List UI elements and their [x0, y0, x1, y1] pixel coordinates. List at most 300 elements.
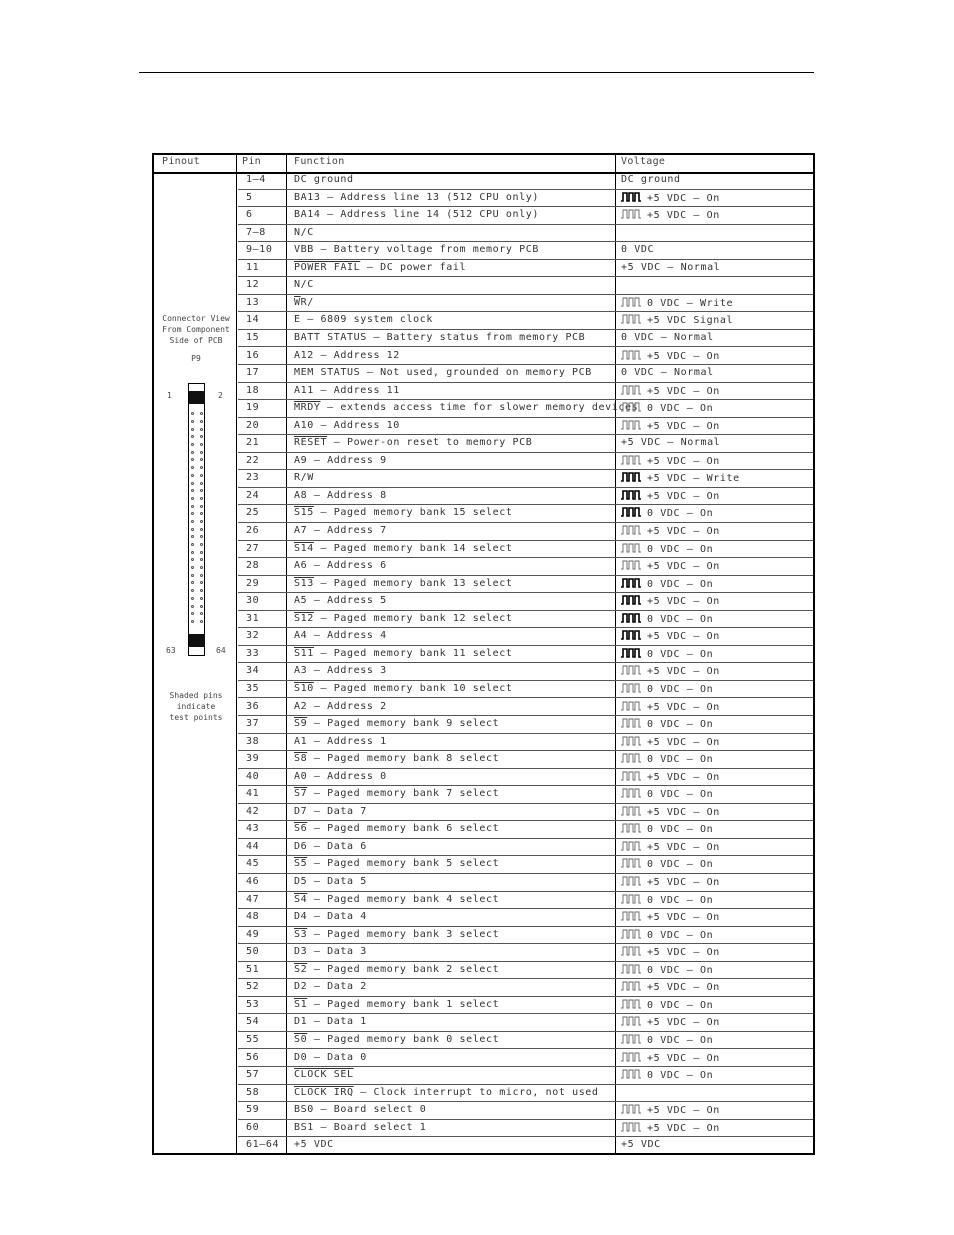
table-row — [238, 804, 813, 822]
square-wave-icon — [621, 718, 641, 728]
function-cell — [294, 1087, 599, 1098]
pin-cell: 41 — [246, 788, 260, 800]
pin-cell: 58 — [246, 1086, 260, 1098]
function-cell — [294, 701, 387, 712]
connector-pin-row — [191, 541, 203, 549]
function-cell — [294, 525, 387, 536]
connector-pin — [200, 543, 203, 546]
square-wave-icon — [621, 946, 641, 956]
table-row — [238, 892, 813, 910]
connector-pin-row — [191, 495, 203, 503]
function-cell — [294, 999, 499, 1010]
voltage-cell — [621, 1034, 713, 1046]
pin-cell: 56 — [246, 1051, 260, 1063]
voltage-text: 0 VDC – On — [647, 894, 714, 906]
table-row — [238, 576, 813, 594]
voltage-cell — [621, 385, 720, 397]
pin-cell: 39 — [246, 753, 260, 765]
connector-pin — [191, 451, 194, 454]
table-row — [238, 734, 813, 752]
function-text: A3 – Address 3 — [294, 665, 387, 677]
pin-cell: 42 — [246, 805, 260, 817]
function-text: DC ground — [294, 174, 354, 185]
table-row — [238, 365, 813, 383]
function-text: +5 VDC — [294, 1139, 334, 1151]
voltage-cell — [621, 174, 681, 185]
pin-cell: 49 — [246, 928, 260, 940]
voltage-text: +5 VDC – On — [647, 561, 720, 573]
connector-body — [188, 383, 205, 656]
function-cell — [294, 613, 513, 624]
connector-pin — [191, 435, 194, 438]
active-low-signal: S13 — [294, 577, 314, 589]
square-wave-icon — [621, 1052, 641, 1062]
function-text: – Paged memory bank 7 select — [307, 788, 500, 800]
voltage-cell — [621, 929, 713, 941]
table-row — [238, 979, 813, 997]
function-cell — [294, 718, 499, 729]
voltage-cell — [621, 648, 713, 660]
voltage-cell — [621, 543, 713, 555]
pin-cell: 27 — [246, 542, 260, 554]
square-wave-icon — [621, 490, 641, 500]
function-text: A5 – Address 5 — [294, 595, 387, 607]
connector-pin — [191, 489, 194, 492]
function-cell — [294, 1034, 499, 1045]
connector-pin-row — [191, 564, 203, 572]
connector-pin — [191, 558, 194, 561]
connector-pin — [200, 443, 203, 446]
table-row — [238, 1050, 813, 1068]
function-text: – DC power fail — [360, 261, 467, 273]
pin-cell: 7–8 — [246, 226, 266, 238]
square-wave-icon — [621, 507, 641, 517]
function-text: A4 – Address 4 — [294, 630, 387, 642]
function-text: A9 – Address 9 — [294, 454, 387, 466]
function-text: A11 – Address 11 — [294, 384, 400, 396]
function-cell — [294, 560, 387, 571]
active-low-signal: POWER FAIL — [294, 261, 361, 273]
pin-cell: 14 — [246, 314, 260, 326]
table-row — [238, 821, 813, 839]
function-cell — [294, 665, 387, 676]
square-wave-icon — [621, 806, 641, 816]
table-row — [238, 453, 813, 471]
function-text: D2 – Data 2 — [294, 981, 367, 993]
voltage-text: +5 VDC – On — [647, 210, 720, 222]
table-row — [238, 558, 813, 576]
function-text: N/C — [294, 279, 314, 291]
function-text: D4 – Data 4 — [294, 911, 367, 923]
voltage-text: +5 VDC – On — [647, 1052, 720, 1064]
function-cell — [294, 929, 499, 940]
connector-pin — [200, 512, 203, 515]
connector-pin — [200, 612, 203, 615]
pin-cell: 6 — [246, 209, 253, 221]
square-wave-icon — [621, 858, 641, 868]
connector-pin-row — [191, 448, 203, 456]
connector-pin — [191, 474, 194, 477]
voltage-text: 0 VDC – On — [647, 929, 714, 941]
pin-cell: 48 — [246, 911, 260, 923]
connector-pin — [191, 605, 194, 608]
function-cell — [294, 858, 499, 869]
voltage-cell — [621, 788, 713, 800]
voltage-cell — [621, 999, 713, 1011]
connector-pin-row — [191, 556, 203, 564]
shaded-note-line: indicate — [176, 702, 216, 711]
square-wave-icon — [621, 911, 641, 921]
pin-cell: 22 — [246, 454, 260, 466]
table-row — [238, 628, 813, 646]
table-row — [238, 1014, 813, 1032]
connector-pin — [191, 612, 194, 615]
connector-pin — [200, 428, 203, 431]
voltage-text: 0 VDC – On — [647, 648, 714, 660]
connector-pin — [191, 597, 194, 600]
function-cell — [294, 1016, 367, 1027]
function-text: BATT STATUS – Battery status from memory PCB — [294, 331, 586, 343]
function-cell — [294, 911, 367, 922]
connector-pin — [191, 482, 194, 485]
active-low-signal: S3 — [294, 928, 308, 940]
function-cell — [294, 946, 367, 957]
voltage-text: 0 VDC – On — [647, 1070, 714, 1082]
voltage-cell — [621, 209, 720, 221]
table-row — [238, 786, 813, 804]
function-cell — [294, 806, 367, 817]
voltage-cell — [621, 525, 720, 537]
function-cell — [294, 332, 585, 343]
pin-cell: 25 — [246, 507, 260, 519]
active-low-signal: S7 — [294, 788, 308, 800]
table-row — [238, 962, 813, 980]
connector-pin — [191, 543, 194, 546]
table-row — [238, 1102, 813, 1120]
connector-pin — [191, 443, 194, 446]
pin-number-64: 64 — [216, 646, 226, 655]
square-wave-icon — [621, 753, 641, 763]
voltage-text: +5 VDC – On — [647, 771, 720, 783]
active-low-signal: S8 — [294, 753, 308, 765]
function-cell — [294, 174, 354, 185]
voltage-cell — [621, 437, 720, 448]
square-wave-icon — [621, 420, 641, 430]
function-cell — [294, 894, 499, 905]
voltage-text: +5 VDC – On — [647, 736, 720, 748]
table-row — [238, 927, 813, 945]
pin-cell: 53 — [246, 998, 260, 1010]
connector-pin — [200, 574, 203, 577]
square-wave-icon — [621, 701, 641, 711]
voltage-text: +5 VDC – On — [647, 596, 720, 608]
voltage-cell — [621, 630, 720, 642]
voltage-text: +5 VDC – On — [647, 841, 720, 853]
function-text: – Paged memory bank 4 select — [307, 893, 500, 905]
connector-pin-row — [191, 602, 203, 610]
voltage-text: +5 VDC – On — [647, 385, 720, 397]
table-row — [238, 505, 813, 523]
connector-pin — [191, 412, 194, 415]
voltage-text: +5 VDC – On — [647, 1105, 720, 1117]
voltage-text: +5 VDC – On — [647, 701, 720, 713]
table-row — [238, 242, 813, 260]
voltage-text: 0 VDC – On — [647, 403, 714, 415]
active-low-signal: S1 — [294, 998, 308, 1010]
function-text: – Paged memory bank 2 select — [307, 963, 500, 975]
voltage-text: 0 VDC – On — [647, 789, 714, 801]
connector-pin — [191, 458, 194, 461]
connector-note-line: Connector View — [162, 314, 230, 323]
active-low-signal: S10 — [294, 682, 314, 694]
voltage-text: +5 VDC – On — [647, 455, 720, 467]
connector-pin — [200, 497, 203, 500]
table-row — [238, 260, 813, 278]
function-text: – Paged memory bank 13 select — [313, 577, 513, 589]
table-row — [238, 997, 813, 1015]
table-row — [238, 646, 813, 664]
table-row — [238, 593, 813, 611]
function-text: – Paged memory bank 5 select — [307, 858, 500, 870]
square-wave-icon — [621, 543, 641, 553]
pin-cell: 57 — [246, 1069, 260, 1081]
connector-pin — [200, 420, 203, 423]
active-low-signal: S14 — [294, 542, 314, 554]
function-text: – Paged memory bank 14 select — [313, 542, 513, 554]
connector-label: P9 — [191, 354, 201, 363]
connector-pin-row — [191, 587, 203, 595]
function-text: N/C — [294, 226, 314, 238]
connector-pin — [200, 412, 203, 415]
function-text: D7 – Data 7 — [294, 805, 367, 817]
voltage-cell — [621, 823, 713, 835]
pin-cell: 11 — [246, 261, 260, 273]
function-cell — [294, 314, 433, 325]
function-cell — [294, 841, 367, 852]
pin-cell: 17 — [246, 367, 260, 379]
connector-pin-row — [191, 487, 203, 495]
pin-cell: 52 — [246, 981, 260, 993]
pin-cell: 40 — [246, 770, 260, 782]
pin-cell: 44 — [246, 840, 260, 852]
table-row — [238, 611, 813, 629]
connector-pin-row — [191, 433, 203, 441]
pin-cell: 15 — [246, 331, 260, 343]
table-row — [238, 1032, 813, 1050]
col-divider — [236, 155, 237, 1153]
function-cell — [294, 595, 387, 606]
pin-cell: 21 — [246, 437, 260, 449]
function-text: A2 – Address 2 — [294, 700, 387, 712]
pin-cell: 36 — [246, 700, 260, 712]
square-wave-icon — [621, 595, 641, 605]
active-low-signal: S0 — [294, 1033, 308, 1045]
function-text: A1 – Address 1 — [294, 735, 387, 747]
function-cell — [294, 1069, 354, 1080]
voltage-text: 0 VDC – On — [647, 754, 714, 766]
connector-pin — [200, 458, 203, 461]
table-row — [238, 699, 813, 717]
voltage-text: 0 VDC – On — [647, 543, 714, 555]
voltage-text: +5 VDC – Normal — [621, 261, 721, 273]
function-cell — [294, 683, 513, 694]
connector-pin-row — [191, 479, 203, 487]
function-cell — [294, 279, 314, 290]
table-row — [238, 1120, 813, 1138]
connector-pin — [191, 505, 194, 508]
connector-pin — [191, 497, 194, 500]
pin-cell: 46 — [246, 876, 260, 887]
connector-pin — [191, 428, 194, 431]
function-cell — [294, 420, 400, 431]
active-low-signal: S5 — [294, 858, 308, 870]
header-rule — [139, 72, 814, 73]
table-row — [238, 435, 813, 453]
table-row — [238, 874, 813, 892]
voltage-text: +5 VDC – On — [647, 526, 720, 537]
voltage-text: +5 VDC – On — [647, 631, 720, 643]
function-cell — [294, 578, 513, 589]
square-wave-icon — [621, 578, 641, 588]
pin-cell: 35 — [246, 682, 260, 694]
connector-pin-row — [191, 464, 203, 472]
function-text: A12 – Address 12 — [294, 349, 400, 361]
function-text: – Paged memory bank 8 select — [307, 753, 500, 765]
function-text: – Paged memory bank 1 select — [307, 998, 500, 1010]
square-wave-icon — [621, 981, 641, 991]
connector-pin — [191, 589, 194, 592]
active-low-signal: $\overline{W}$ — [294, 296, 301, 308]
square-wave-icon — [621, 736, 641, 746]
connector-pin-row — [191, 456, 203, 464]
function-text: – Paged memory bank 12 select — [313, 612, 513, 624]
voltage-cell — [621, 507, 713, 519]
connector-pin — [200, 474, 203, 477]
connector-pin-row — [191, 510, 203, 518]
function-text: BA14 – Address line 14 (512 CPU only) — [294, 209, 539, 221]
table-row — [238, 839, 813, 857]
function-cell — [294, 981, 367, 992]
connector-pin — [200, 528, 203, 531]
function-cell — [294, 472, 314, 483]
connector-pin — [200, 535, 203, 538]
pin-cell: 29 — [246, 577, 260, 589]
square-wave-icon — [621, 297, 641, 307]
voltage-cell — [621, 595, 720, 607]
square-wave-icon — [621, 1122, 641, 1132]
voltage-text: 0 VDC – On — [647, 964, 714, 976]
function-cell — [294, 367, 592, 378]
pin-cell: 5 — [246, 191, 253, 203]
active-low-signal: CLOCK IRQ — [294, 1086, 354, 1098]
voltage-text: +5 VDC – On — [647, 1122, 720, 1134]
function-text: D3 – Data 3 — [294, 946, 367, 958]
function-text: A6 – Address 6 — [294, 560, 387, 572]
function-text: – Clock interrupt to micro, not used — [353, 1086, 599, 1098]
pin-cell: 28 — [246, 560, 260, 572]
table-row — [238, 383, 813, 401]
pin-cell: 23 — [246, 472, 260, 484]
table-row — [238, 225, 813, 243]
square-wave-icon — [621, 788, 641, 798]
function-cell — [294, 1139, 334, 1150]
table-row — [238, 488, 813, 506]
voltage-text: 0 VDC – On — [647, 1034, 714, 1046]
table-row — [238, 1067, 813, 1085]
voltage-cell — [621, 771, 720, 783]
voltage-cell — [621, 701, 720, 713]
connector-pin-row — [191, 418, 203, 426]
connector-pin — [191, 528, 194, 531]
function-text: BS1 – Board select 1 — [294, 1121, 427, 1133]
voltage-cell — [621, 1104, 720, 1116]
pin-cell: 19 — [246, 402, 260, 414]
function-cell — [294, 876, 367, 887]
function-cell — [294, 771, 387, 782]
pin-cell: 60 — [246, 1121, 260, 1133]
square-wave-icon — [621, 350, 641, 360]
square-wave-icon — [621, 841, 641, 851]
pin-cell: 51 — [246, 963, 260, 975]
voltage-cell — [621, 613, 713, 625]
function-cell — [294, 227, 314, 238]
function-text: MEM STATUS – Not used, grounded on memory PCB — [294, 367, 592, 379]
table-row — [238, 909, 813, 927]
connector-pin-row — [191, 610, 203, 618]
pin-number-63: 63 — [166, 646, 176, 655]
voltage-text: 0 VDC – On — [647, 578, 714, 590]
connector-pin — [200, 505, 203, 508]
function-text: R/W — [294, 472, 314, 484]
voltage-cell — [621, 964, 713, 976]
voltage-cell — [621, 841, 720, 853]
table-row — [238, 769, 813, 787]
voltage-cell — [621, 420, 720, 432]
voltage-text: +5 VDC – Write — [647, 473, 740, 485]
pin-cell: 61–64 — [246, 1139, 280, 1151]
table-row — [238, 348, 813, 366]
connector-pin-row — [191, 618, 203, 626]
square-wave-icon — [621, 630, 641, 640]
function-cell — [294, 753, 499, 764]
voltage-text: 0 VDC – On — [647, 824, 714, 836]
connector-note — [154, 313, 238, 346]
table-row — [238, 295, 813, 313]
connector-note-line: From Component — [162, 325, 230, 334]
voltage-cell — [621, 472, 740, 484]
function-text: – Paged memory bank 0 select — [307, 1033, 500, 1045]
connector-pin — [200, 581, 203, 584]
voltage-cell — [621, 1016, 720, 1028]
table-row — [238, 172, 813, 190]
connector-pin-row — [191, 441, 203, 449]
function-cell — [294, 297, 314, 308]
square-wave-icon — [621, 999, 641, 1009]
function-text: – Power-on reset to memory PCB — [327, 437, 533, 449]
pin-cell: 12 — [246, 279, 260, 291]
voltage-cell — [621, 894, 713, 906]
table-row — [238, 541, 813, 559]
table-row — [238, 856, 813, 874]
square-wave-icon — [621, 314, 641, 324]
voltage-cell — [621, 244, 654, 255]
pin-cell: 34 — [246, 665, 260, 677]
square-wave-icon — [621, 1016, 641, 1026]
voltage-text: +5 VDC – On — [647, 982, 720, 994]
pin-cell: 38 — [246, 735, 260, 747]
function-cell — [294, 437, 532, 448]
function-text: D0 – Data 0 — [294, 1051, 367, 1063]
